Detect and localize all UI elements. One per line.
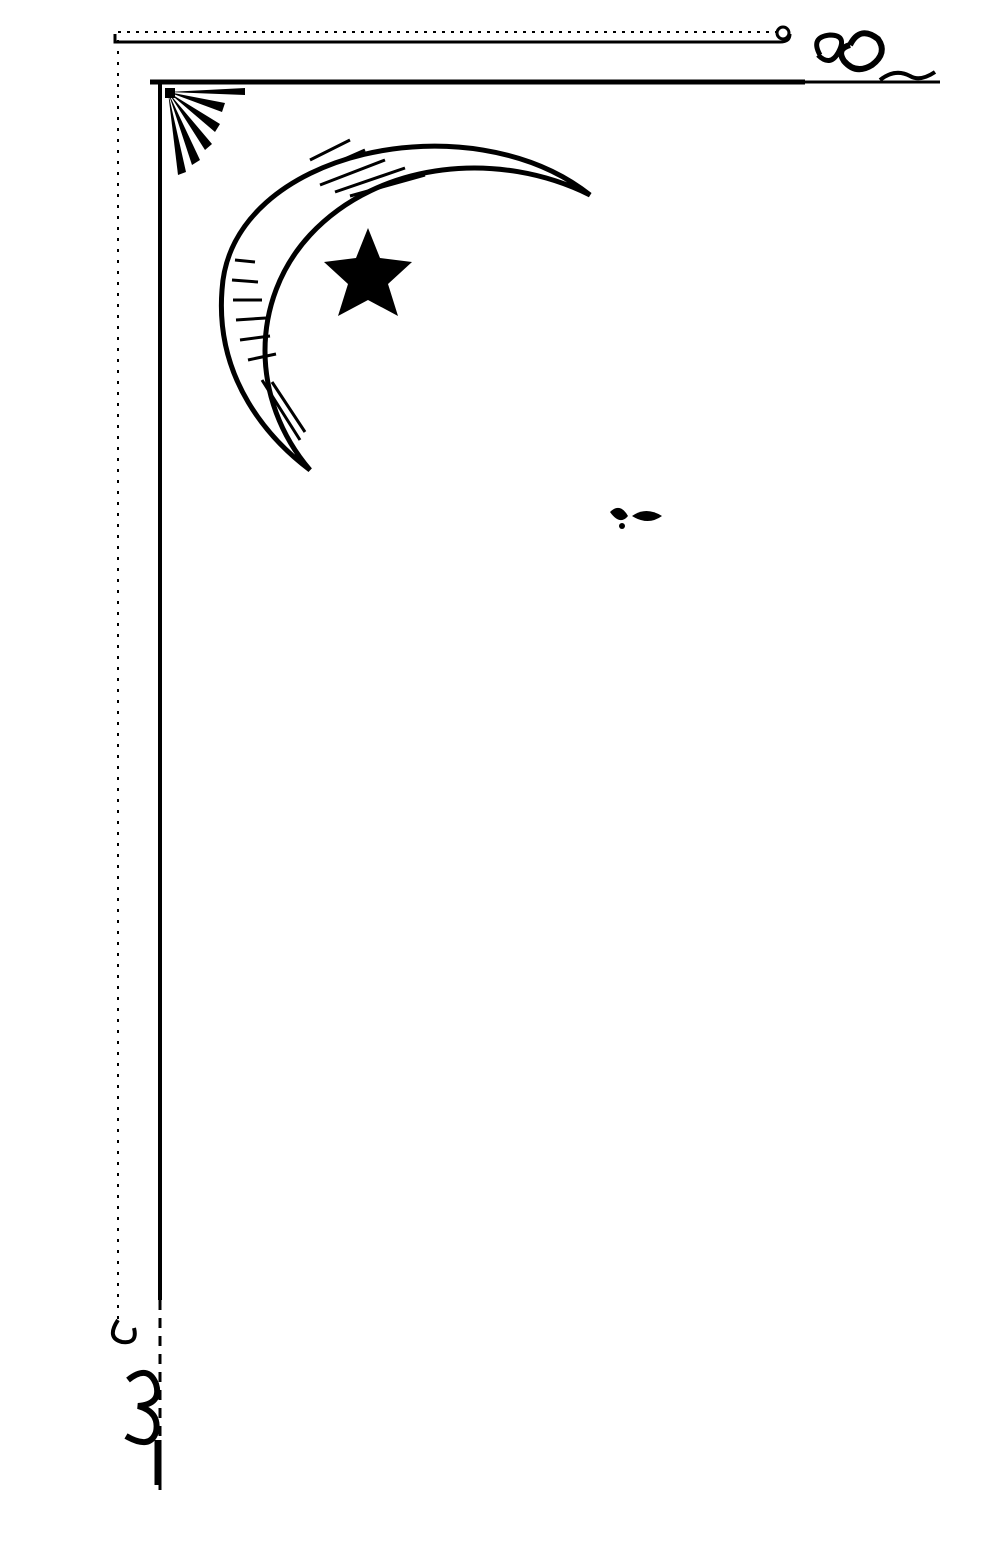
six-pointed-star-icon xyxy=(324,228,412,316)
bottom-left-flourish-icon xyxy=(126,1373,158,1485)
top-right-flourish-icon xyxy=(817,33,882,69)
crescent-moon-icon xyxy=(221,140,590,470)
leaf-ornament-icon xyxy=(610,508,662,529)
sun-rays-icon xyxy=(165,88,245,175)
